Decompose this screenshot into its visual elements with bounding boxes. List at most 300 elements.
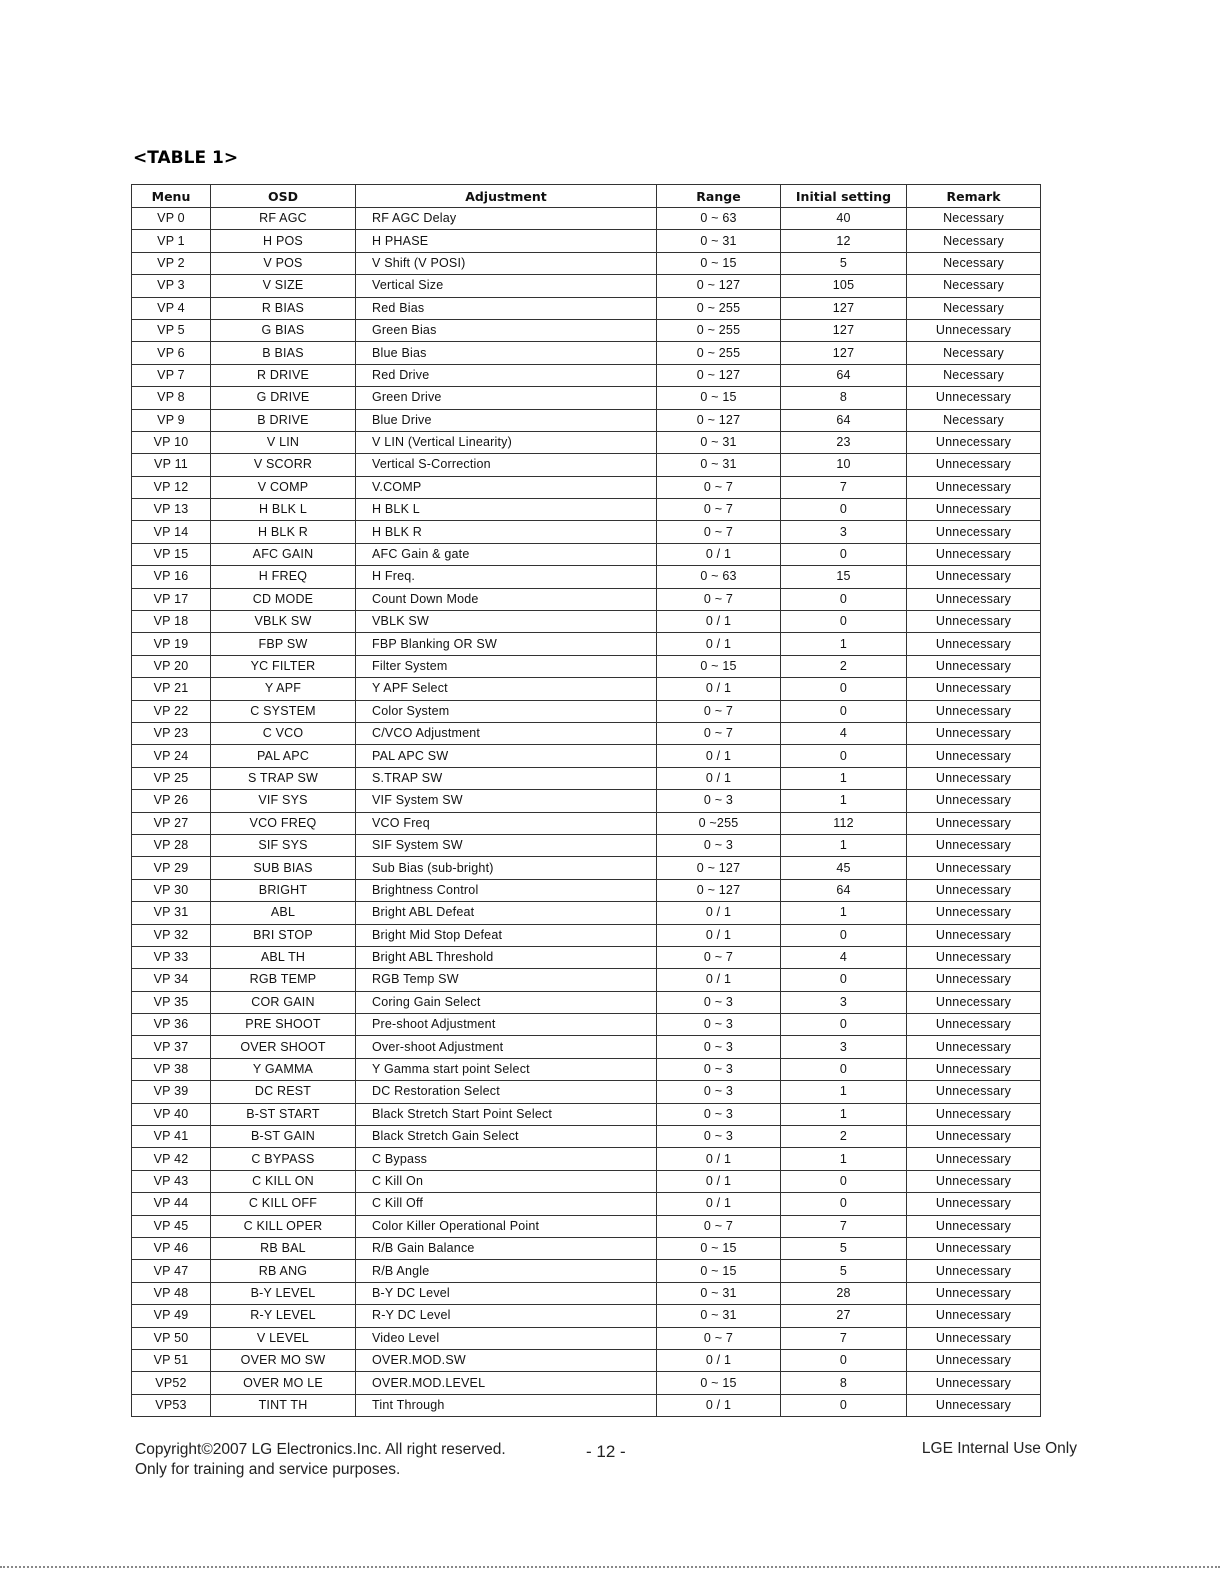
table-row — [132, 588, 1041, 610]
cell-initial-setting: 0 — [781, 611, 907, 633]
cell-initial-setting: 10 — [781, 454, 907, 476]
cell-adjustment: B-Y DC Level — [356, 1282, 657, 1304]
table-row — [132, 991, 1041, 1013]
table-row — [132, 342, 1041, 364]
cell-osd: RF AGC — [211, 208, 356, 230]
cell-adjustment: Green Bias — [356, 319, 657, 341]
table-row — [132, 364, 1041, 386]
table-row — [132, 745, 1041, 767]
cell-initial-setting: 28 — [781, 1282, 907, 1304]
table-row — [132, 1103, 1041, 1125]
table-row — [132, 655, 1041, 677]
cell-osd: PRE SHOOT — [211, 1014, 356, 1036]
cell-osd: C KILL ON — [211, 1170, 356, 1192]
cell-adjustment: V.COMP — [356, 476, 657, 498]
cell-adjustment: Brightness Control — [356, 879, 657, 901]
cell-osd: ABL — [211, 902, 356, 924]
cell-initial-setting: 0 — [781, 969, 907, 991]
cell-menu: VP 46 — [132, 1237, 211, 1259]
cell-remark: Unnecessary — [907, 991, 1041, 1013]
cell-remark: Necessary — [907, 409, 1041, 431]
table-row — [132, 857, 1041, 879]
cell-range: 0 ~ 15 — [657, 655, 781, 677]
cell-adjustment: S.TRAP SW — [356, 767, 657, 789]
cell-initial-setting: 23 — [781, 431, 907, 453]
table-row — [132, 767, 1041, 789]
cell-menu: VP 20 — [132, 655, 211, 677]
cell-adjustment: Black Stretch Start Point Select — [356, 1103, 657, 1125]
table-row — [132, 1282, 1041, 1304]
cell-menu: VP 45 — [132, 1215, 211, 1237]
table-row — [132, 879, 1041, 901]
cell-osd: OVER SHOOT — [211, 1036, 356, 1058]
cell-remark: Unnecessary — [907, 633, 1041, 655]
table-row — [132, 1148, 1041, 1170]
cell-initial-setting: 2 — [781, 1126, 907, 1148]
cell-menu: VP 47 — [132, 1260, 211, 1282]
cell-menu: VP 32 — [132, 924, 211, 946]
cell-menu: VP 21 — [132, 678, 211, 700]
cell-remark: Unnecessary — [907, 1394, 1041, 1416]
cell-remark: Unnecessary — [907, 387, 1041, 409]
cell-menu: VP 15 — [132, 543, 211, 565]
cell-initial-setting: 127 — [781, 342, 907, 364]
cell-menu: VP 27 — [132, 812, 211, 834]
cell-menu: VP 7 — [132, 364, 211, 386]
cell-menu: VP 36 — [132, 1014, 211, 1036]
cell-adjustment: VBLK SW — [356, 611, 657, 633]
cell-adjustment: OVER.MOD.LEVEL — [356, 1372, 657, 1394]
cell-menu: VP 33 — [132, 946, 211, 968]
cell-remark: Unnecessary — [907, 946, 1041, 968]
cell-range: 0 ~ 3 — [657, 1103, 781, 1125]
table-row — [132, 969, 1041, 991]
cell-remark: Unnecessary — [907, 1260, 1041, 1282]
cell-osd: C VCO — [211, 722, 356, 744]
cell-remark: Unnecessary — [907, 499, 1041, 521]
cell-remark: Necessary — [907, 364, 1041, 386]
cell-initial-setting: 1 — [781, 633, 907, 655]
cell-osd: C BYPASS — [211, 1148, 356, 1170]
cell-range: 0 ~ 15 — [657, 252, 781, 274]
cell-osd: RGB TEMP — [211, 969, 356, 991]
cell-menu: VP 17 — [132, 588, 211, 610]
cell-remark: Unnecessary — [907, 812, 1041, 834]
cell-osd: C KILL OFF — [211, 1193, 356, 1215]
cell-remark: Unnecessary — [907, 1126, 1041, 1148]
table-row — [132, 790, 1041, 812]
cell-osd: C KILL OPER — [211, 1215, 356, 1237]
cell-remark: Unnecessary — [907, 611, 1041, 633]
cell-adjustment: Blue Drive — [356, 409, 657, 431]
table-caption: <TABLE 1> — [133, 148, 239, 168]
cell-remark: Necessary — [907, 230, 1041, 252]
cell-range: 0 ~ 15 — [657, 1372, 781, 1394]
cell-menu: VP 12 — [132, 476, 211, 498]
cell-adjustment: H PHASE — [356, 230, 657, 252]
cell-range: 0 / 1 — [657, 1170, 781, 1192]
cell-remark: Unnecessary — [907, 566, 1041, 588]
table-row — [132, 902, 1041, 924]
cell-menu: VP 18 — [132, 611, 211, 633]
cell-adjustment: H BLK R — [356, 521, 657, 543]
table-row — [132, 1372, 1041, 1394]
cell-osd: V SIZE — [211, 275, 356, 297]
cell-range: 0 ~ 127 — [657, 857, 781, 879]
header-adjustment: Adjustment — [356, 185, 657, 208]
cell-menu: VP 37 — [132, 1036, 211, 1058]
cell-range: 0 ~ 7 — [657, 1327, 781, 1349]
table-row — [132, 1260, 1041, 1282]
cell-menu: VP 25 — [132, 767, 211, 789]
cell-adjustment: FBP Blanking OR SW — [356, 633, 657, 655]
cell-remark: Unnecessary — [907, 454, 1041, 476]
cell-osd: TINT TH — [211, 1394, 356, 1416]
cell-menu: VP 39 — [132, 1081, 211, 1103]
cell-initial-setting: 1 — [781, 1081, 907, 1103]
cell-adjustment: H Freq. — [356, 566, 657, 588]
cell-menu: VP 42 — [132, 1148, 211, 1170]
cell-range: 0 / 1 — [657, 543, 781, 565]
cell-adjustment: Count Down Mode — [356, 588, 657, 610]
cell-initial-setting: 3 — [781, 521, 907, 543]
cell-remark: Unnecessary — [907, 1036, 1041, 1058]
cell-remark: Unnecessary — [907, 879, 1041, 901]
cell-remark: Unnecessary — [907, 767, 1041, 789]
cell-menu: VP 29 — [132, 857, 211, 879]
table-row — [132, 700, 1041, 722]
cell-osd: RB BAL — [211, 1237, 356, 1259]
cell-remark: Unnecessary — [907, 1215, 1041, 1237]
table-row — [132, 476, 1041, 498]
cell-menu: VP 44 — [132, 1193, 211, 1215]
cell-remark: Unnecessary — [907, 678, 1041, 700]
footer-left — [135, 1440, 506, 1480]
cell-adjustment: Y APF Select — [356, 678, 657, 700]
cell-osd: R-Y LEVEL — [211, 1305, 356, 1327]
table-body — [132, 208, 1041, 1417]
cell-initial-setting: 0 — [781, 588, 907, 610]
header-range: Range — [657, 185, 781, 208]
cell-range: 0 ~ 31 — [657, 230, 781, 252]
table-row — [132, 1394, 1041, 1416]
table-row — [132, 387, 1041, 409]
cell-adjustment: Y Gamma start point Select — [356, 1058, 657, 1080]
table-row — [132, 431, 1041, 453]
cell-initial-setting: 0 — [781, 1014, 907, 1036]
cell-range: 0 ~ 31 — [657, 1282, 781, 1304]
table-row — [132, 230, 1041, 252]
header-initial-setting: Initial setting — [781, 185, 907, 208]
cell-initial-setting: 0 — [781, 1394, 907, 1416]
cell-range: 0 / 1 — [657, 969, 781, 991]
cell-adjustment: Vertical S-Correction — [356, 454, 657, 476]
cell-initial-setting: 4 — [781, 946, 907, 968]
cell-adjustment: C Kill Off — [356, 1193, 657, 1215]
cell-initial-setting: 3 — [781, 1036, 907, 1058]
cell-initial-setting: 4 — [781, 722, 907, 744]
cell-range: 0 ~ 7 — [657, 946, 781, 968]
cell-initial-setting: 0 — [781, 1349, 907, 1371]
cell-osd: BRIGHT — [211, 879, 356, 901]
cell-initial-setting: 105 — [781, 275, 907, 297]
cell-remark: Unnecessary — [907, 1081, 1041, 1103]
cell-remark: Unnecessary — [907, 1305, 1041, 1327]
cell-osd: R DRIVE — [211, 364, 356, 386]
cell-menu: VP 11 — [132, 454, 211, 476]
cell-osd: Y APF — [211, 678, 356, 700]
cell-range: 0 ~ 7 — [657, 521, 781, 543]
cell-remark: Unnecessary — [907, 924, 1041, 946]
cell-menu: VP 40 — [132, 1103, 211, 1125]
adjustment-table — [131, 184, 1041, 1417]
table-row — [132, 722, 1041, 744]
table-row — [132, 1058, 1041, 1080]
table-row — [132, 1215, 1041, 1237]
cell-initial-setting: 127 — [781, 297, 907, 319]
cell-adjustment: C Bypass — [356, 1148, 657, 1170]
table-row — [132, 275, 1041, 297]
cell-initial-setting: 0 — [781, 1058, 907, 1080]
table-row — [132, 1305, 1041, 1327]
cell-range: 0 ~ 7 — [657, 1215, 781, 1237]
cell-menu: VP52 — [132, 1372, 211, 1394]
cell-initial-setting: 27 — [781, 1305, 907, 1327]
cell-adjustment: Bright ABL Threshold — [356, 946, 657, 968]
cell-menu: VP 34 — [132, 969, 211, 991]
cell-osd: B-Y LEVEL — [211, 1282, 356, 1304]
cell-osd: C SYSTEM — [211, 700, 356, 722]
cell-range: 0 ~ 3 — [657, 790, 781, 812]
cell-range: 0 / 1 — [657, 611, 781, 633]
cell-menu: VP 9 — [132, 409, 211, 431]
cell-menu: VP 35 — [132, 991, 211, 1013]
cell-menu: VP 19 — [132, 633, 211, 655]
cell-range: 0 / 1 — [657, 1349, 781, 1371]
cell-osd: OVER MO LE — [211, 1372, 356, 1394]
cell-range: 0 ~ 63 — [657, 566, 781, 588]
cell-menu: VP 41 — [132, 1126, 211, 1148]
cell-range: 0 ~ 15 — [657, 387, 781, 409]
cell-remark: Necessary — [907, 252, 1041, 274]
cell-osd: YC FILTER — [211, 655, 356, 677]
cell-initial-setting: 0 — [781, 499, 907, 521]
cell-adjustment: Bright Mid Stop Defeat — [356, 924, 657, 946]
cell-remark: Unnecessary — [907, 1014, 1041, 1036]
cell-remark: Unnecessary — [907, 1237, 1041, 1259]
cell-adjustment: Green Drive — [356, 387, 657, 409]
cell-initial-setting: 0 — [781, 745, 907, 767]
table-row — [132, 1036, 1041, 1058]
cell-initial-setting: 64 — [781, 409, 907, 431]
cell-range: 0 ~ 15 — [657, 1260, 781, 1282]
cell-range: 0 ~ 255 — [657, 297, 781, 319]
table-row — [132, 611, 1041, 633]
cell-menu: VP 26 — [132, 790, 211, 812]
cell-range: 0 ~ 3 — [657, 991, 781, 1013]
cell-range: 0 ~ 255 — [657, 342, 781, 364]
cell-range: 0 ~ 127 — [657, 364, 781, 386]
cell-remark: Necessary — [907, 208, 1041, 230]
cell-menu: VP 38 — [132, 1058, 211, 1080]
cell-adjustment: V LIN (Vertical Linearity) — [356, 431, 657, 453]
cell-range: 0 / 1 — [657, 767, 781, 789]
cell-range: 0 ~ 31 — [657, 431, 781, 453]
cell-menu: VP 5 — [132, 319, 211, 341]
table-row — [132, 454, 1041, 476]
cell-remark: Unnecessary — [907, 588, 1041, 610]
cell-menu: VP 16 — [132, 566, 211, 588]
cell-range: 0 ~ 7 — [657, 476, 781, 498]
cell-remark: Unnecessary — [907, 1148, 1041, 1170]
cell-osd: B DRIVE — [211, 409, 356, 431]
cell-adjustment: RGB Temp SW — [356, 969, 657, 991]
cell-initial-setting: 7 — [781, 476, 907, 498]
table-row — [132, 1014, 1041, 1036]
cell-range: 0 / 1 — [657, 633, 781, 655]
cell-osd: H POS — [211, 230, 356, 252]
cell-menu: VP 0 — [132, 208, 211, 230]
cell-osd: RB ANG — [211, 1260, 356, 1282]
cell-osd: ABL TH — [211, 946, 356, 968]
cell-remark: Unnecessary — [907, 1349, 1041, 1371]
header-osd: OSD — [211, 185, 356, 208]
cell-initial-setting: 8 — [781, 387, 907, 409]
cell-adjustment: Filter System — [356, 655, 657, 677]
cell-remark: Unnecessary — [907, 1103, 1041, 1125]
cell-adjustment: PAL APC SW — [356, 745, 657, 767]
cell-menu: VP 13 — [132, 499, 211, 521]
cell-range: 0 ~ 7 — [657, 722, 781, 744]
cell-range: 0 / 1 — [657, 1394, 781, 1416]
cell-remark: Unnecessary — [907, 476, 1041, 498]
cell-range: 0 ~ 3 — [657, 1058, 781, 1080]
cell-osd: G BIAS — [211, 319, 356, 341]
cell-initial-setting: 0 — [781, 924, 907, 946]
cell-remark: Unnecessary — [907, 319, 1041, 341]
cell-initial-setting: 7 — [781, 1327, 907, 1349]
cell-adjustment: R-Y DC Level — [356, 1305, 657, 1327]
cell-initial-setting: 1 — [781, 767, 907, 789]
cell-range: 0 ~ 255 — [657, 319, 781, 341]
cell-initial-setting: 40 — [781, 208, 907, 230]
cell-adjustment: VCO Freq — [356, 812, 657, 834]
table-row — [132, 297, 1041, 319]
cell-range: 0 ~ 3 — [657, 1126, 781, 1148]
table-row — [132, 678, 1041, 700]
cell-initial-setting: 0 — [781, 700, 907, 722]
cell-menu: VP 24 — [132, 745, 211, 767]
cell-osd: AFC GAIN — [211, 543, 356, 565]
table-row — [132, 633, 1041, 655]
cell-range: 0 / 1 — [657, 924, 781, 946]
cell-osd: H BLK R — [211, 521, 356, 543]
cell-range: 0 ~ 3 — [657, 1081, 781, 1103]
table-row — [132, 1170, 1041, 1192]
table-row — [132, 946, 1041, 968]
cell-osd: DC REST — [211, 1081, 356, 1103]
cell-remark: Unnecessary — [907, 1170, 1041, 1192]
cell-adjustment: Blue Bias — [356, 342, 657, 364]
cell-range: 0 / 1 — [657, 1148, 781, 1170]
cell-osd: FBP SW — [211, 633, 356, 655]
cell-initial-setting: 0 — [781, 1170, 907, 1192]
table-row — [132, 252, 1041, 274]
cell-menu: VP 30 — [132, 879, 211, 901]
cell-initial-setting: 0 — [781, 543, 907, 565]
cell-range: 0 / 1 — [657, 1193, 781, 1215]
cell-remark: Unnecessary — [907, 1193, 1041, 1215]
cell-range: 0 ~ 127 — [657, 275, 781, 297]
cell-remark: Unnecessary — [907, 969, 1041, 991]
cell-osd: H BLK L — [211, 499, 356, 521]
cell-adjustment: Tint Through — [356, 1394, 657, 1416]
copyright-text: Copyright©2007 LG Electronics.Inc. All right reserved. — [135, 1441, 506, 1458]
cell-osd: V LEVEL — [211, 1327, 356, 1349]
cell-menu: VP 2 — [132, 252, 211, 274]
cell-initial-setting: 0 — [781, 1193, 907, 1215]
cell-adjustment: Red Drive — [356, 364, 657, 386]
cell-osd: V POS — [211, 252, 356, 274]
cell-adjustment: SIF System SW — [356, 834, 657, 856]
cell-initial-setting: 3 — [781, 991, 907, 1013]
table-row — [132, 812, 1041, 834]
cell-initial-setting: 1 — [781, 834, 907, 856]
cell-adjustment: VIF System SW — [356, 790, 657, 812]
table-row — [132, 1126, 1041, 1148]
cell-adjustment: R/B Gain Balance — [356, 1237, 657, 1259]
cell-remark: Unnecessary — [907, 1372, 1041, 1394]
cell-range: 0 ~ 15 — [657, 1237, 781, 1259]
table-row — [132, 409, 1041, 431]
cell-remark: Unnecessary — [907, 1327, 1041, 1349]
cell-initial-setting: 8 — [781, 1372, 907, 1394]
cell-initial-setting: 0 — [781, 678, 907, 700]
cell-menu: VP 51 — [132, 1349, 211, 1371]
cell-osd: VIF SYS — [211, 790, 356, 812]
table-row — [132, 319, 1041, 341]
cell-initial-setting: 1 — [781, 790, 907, 812]
cell-range: 0 / 1 — [657, 678, 781, 700]
cell-remark: Unnecessary — [907, 790, 1041, 812]
cell-adjustment: V Shift (V POSI) — [356, 252, 657, 274]
cell-remark: Unnecessary — [907, 902, 1041, 924]
cell-osd: SIF SYS — [211, 834, 356, 856]
cell-remark: Unnecessary — [907, 521, 1041, 543]
cell-remark: Unnecessary — [907, 700, 1041, 722]
table-row — [132, 1193, 1041, 1215]
cell-remark: Necessary — [907, 297, 1041, 319]
cell-adjustment: H BLK L — [356, 499, 657, 521]
cell-range: 0 ~ 7 — [657, 588, 781, 610]
cell-range: 0 / 1 — [657, 902, 781, 924]
cell-adjustment: C Kill On — [356, 1170, 657, 1192]
cell-adjustment: Coring Gain Select — [356, 991, 657, 1013]
cell-osd: V SCORR — [211, 454, 356, 476]
purpose-text: Only for training and service purposes. — [135, 1461, 401, 1478]
cell-adjustment: Over-shoot Adjustment — [356, 1036, 657, 1058]
cell-menu: VP 4 — [132, 297, 211, 319]
table-row — [132, 1081, 1041, 1103]
cell-osd: VBLK SW — [211, 611, 356, 633]
cell-osd: H FREQ — [211, 566, 356, 588]
cell-osd: Y GAMMA — [211, 1058, 356, 1080]
header-remark: Remark — [907, 185, 1041, 208]
cell-initial-setting: 5 — [781, 1237, 907, 1259]
cell-initial-setting: 5 — [781, 1260, 907, 1282]
cell-osd: G DRIVE — [211, 387, 356, 409]
table-row — [132, 1327, 1041, 1349]
